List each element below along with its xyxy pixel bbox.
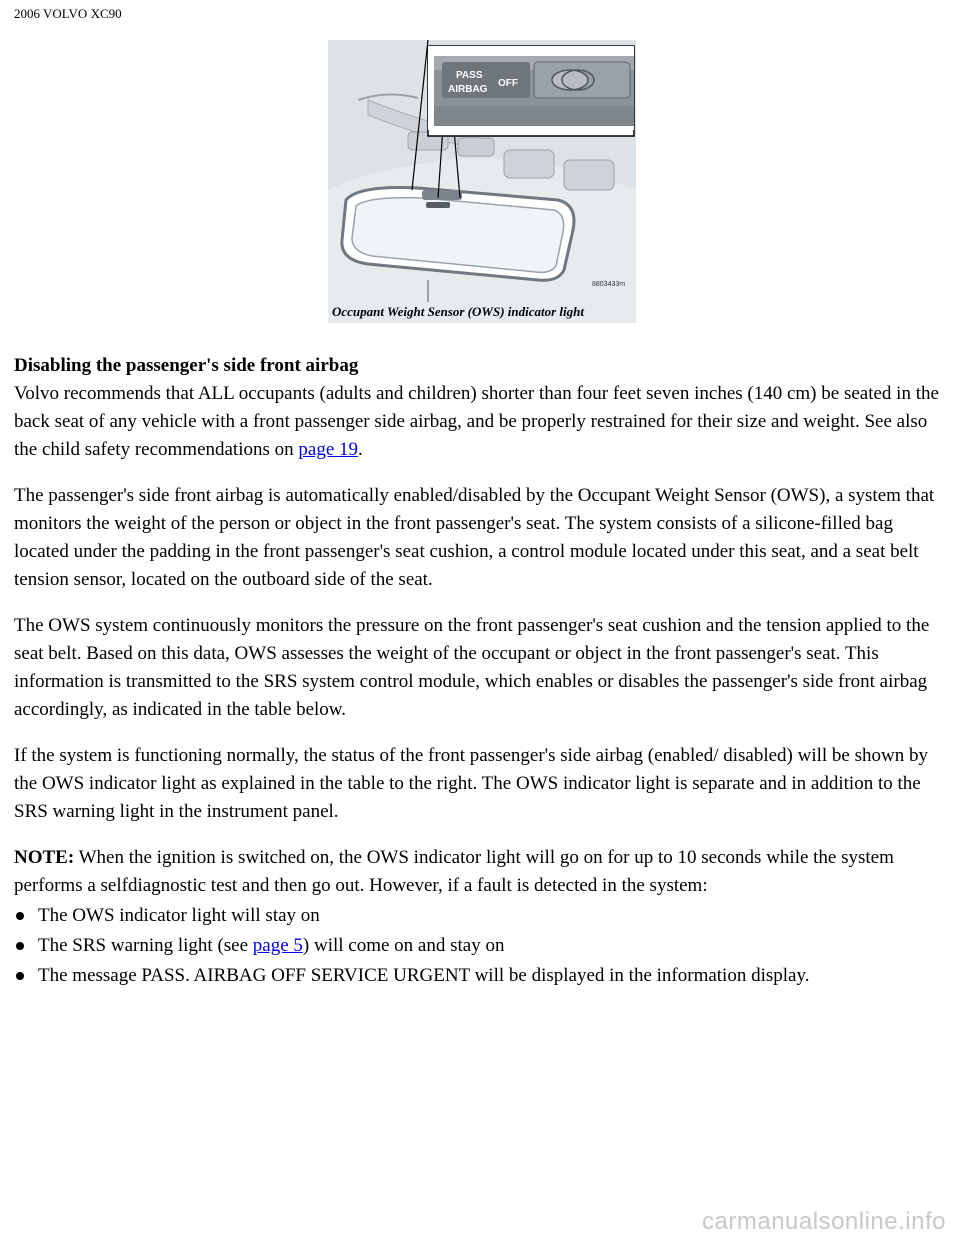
- bullet-icon: [16, 942, 24, 950]
- bullet-text-3: The message PASS. AIRBAG OFF SERVICE URGENT will be displayed in the information display.: [38, 965, 810, 986]
- list-item: [14, 962, 944, 990]
- fault-list: [14, 902, 944, 990]
- page-header-title: 2006 VOLVO XC90: [14, 6, 122, 21]
- section-para3: The OWS system continuously monitors the pressure on the front passenger's seat cushion and the tension applied to the seat belt. Based on this data, OWS assesses the weight of the occupant or object in the front passenger's seat. This information is transmitted to the SRS system control module, which enables or disables the passenger's side front airbag accordingly, as indicated in the table below.: [14, 615, 930, 720]
- section-heading: Disabling the passenger's side front airbag: [14, 355, 359, 376]
- bullet-text-2-pre: The SRS warning light (see: [38, 935, 253, 956]
- bullet-icon: [16, 912, 24, 920]
- note-text: When the ignition is switched on, the OWS indicator light will go on for up to 10 seconds while the system performs a selfdiagnostic test and then go out. However, if a fault is detected in the system:: [14, 847, 894, 896]
- bullet-text-1: The OWS indicator light will stay on: [38, 905, 320, 926]
- list-item: [14, 932, 944, 960]
- figure-caption: Occupant Weight Sensor (OWS) indicator light: [332, 304, 584, 319]
- list-item: [14, 902, 944, 930]
- ows-indicator-figure: [328, 40, 636, 323]
- note-label: NOTE:: [14, 847, 75, 868]
- section-para2: The passenger's side front airbag is automatically enabled/disabled by the Occupant Weight Sensor (OWS), a system that monitors the weight of the person or object in the front passenger's seat. The system consists of a silicone-filled bag located under the padding in the front passenger's seat cushion, a control module located under this seat, and a seat belt tension sensor, located on the outboard side of the seat.: [14, 485, 935, 590]
- note-paragraph: [14, 844, 944, 900]
- page-5-link[interactable]: page 5: [252, 935, 303, 956]
- bullet-icon: [16, 972, 24, 980]
- watermark-text: carmanualsonline.info: [702, 1208, 946, 1235]
- content-body: [14, 352, 944, 992]
- para1-end: .: [358, 439, 363, 460]
- page-19-link[interactable]: page 19: [298, 439, 359, 460]
- panel-label-airbag: AIRBAG: [448, 84, 488, 95]
- section-para4: If the system is functioning normally, the status of the front passenger's side airbag (enabled/ disabled) will be shown by the OWS indicator light as explained in the table to the right. The OWS indicator light is separate and in addition to the SRS warning light in the instrument panel.: [14, 745, 928, 822]
- panel-label-pass: PASS: [456, 70, 483, 81]
- bullet-text-2-post: ) will come on and stay on: [302, 935, 505, 956]
- section-para1: [14, 352, 944, 464]
- para1-text: Volvo recommends that ALL occupants (adults and children) shorter than four feet seven inches (140 cm) be seated in the back seat of any vehicle with a front passenger side airbag, and be properly restrained for their size and weight. See also the child safety recommendations on: [14, 383, 939, 460]
- figure-code: 8803433m: [592, 281, 626, 288]
- panel-label-off: OFF: [498, 78, 518, 89]
